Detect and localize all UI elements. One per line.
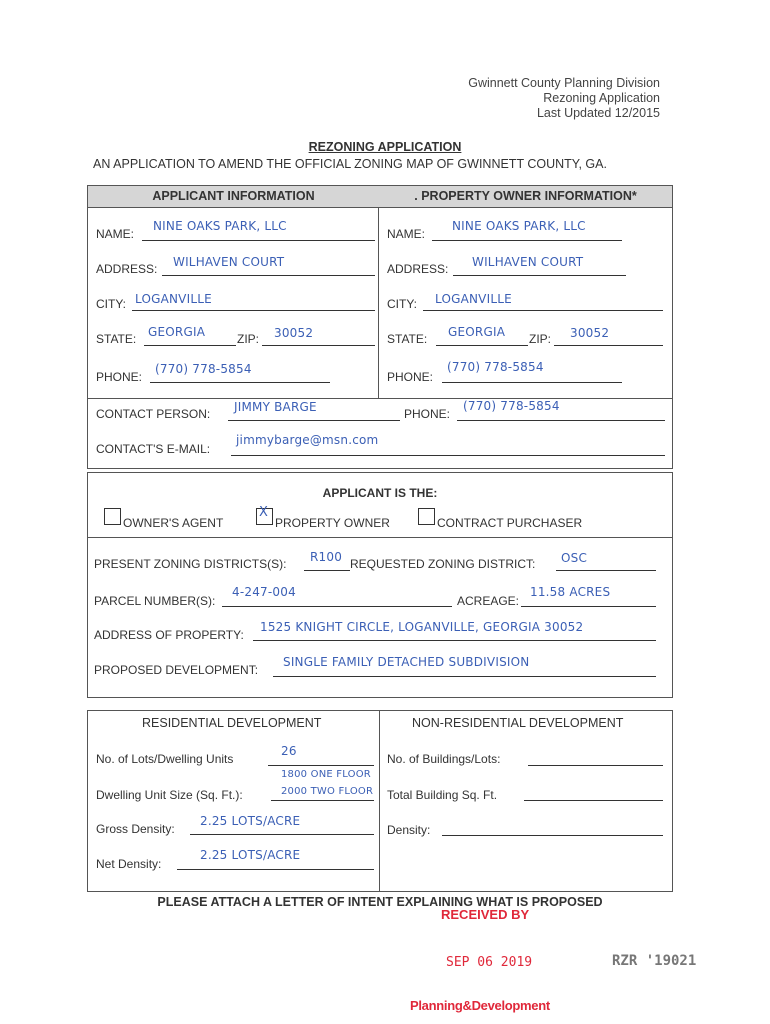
acreage-label: ACREAGE: xyxy=(457,594,520,608)
owner-name-line xyxy=(432,240,622,241)
applicant-state-value[interactable]: GEORGIA xyxy=(148,325,206,339)
applicant-zip-line xyxy=(262,345,375,346)
property-address-label: ADDRESS OF PROPERTY: xyxy=(94,628,244,642)
net-density-label: Net Density: xyxy=(96,857,162,871)
applicant-address-label: ADDRESS: xyxy=(96,262,158,276)
requested-zoning-value[interactable]: OSC xyxy=(561,551,588,565)
property-owner-label: PROPERTY OWNER xyxy=(275,516,390,530)
applicant-phone-label: PHONE: xyxy=(96,370,143,384)
building-sqft-label: Total Building Sq. Ft. xyxy=(387,788,498,802)
applicant-address-line xyxy=(162,275,375,276)
owner-address-line xyxy=(453,275,626,276)
applicant-heading: APPLICANT INFORMATION xyxy=(88,186,379,208)
applicant-zip-value[interactable]: 30052 xyxy=(274,326,314,340)
acreage-line xyxy=(521,606,656,607)
contact-person-value[interactable]: JIMMY BARGE xyxy=(234,400,317,414)
received-date: SEP 06 2019 xyxy=(446,955,533,970)
column-divider xyxy=(379,711,380,891)
present-zoning-line xyxy=(304,570,350,571)
row-divider xyxy=(88,398,672,399)
present-zoning-value[interactable]: R100 xyxy=(310,550,343,564)
property-owner-check-mark: X xyxy=(259,505,269,520)
applicant-name-value[interactable]: NINE OAKS PARK, LLC xyxy=(153,219,287,233)
applicant-is-heading: APPLICANT IS THE: xyxy=(322,486,438,500)
acreage-value[interactable]: 11.58 ACRES xyxy=(530,585,611,599)
buildings-line xyxy=(528,765,663,766)
owner-state-value[interactable]: GEORGIA xyxy=(448,325,506,339)
contact-person-line xyxy=(228,420,400,421)
letter-of-intent-note: PLEASE ATTACH A LETTER OF INTENT EXPLAINING WHAT IS PROPOSED xyxy=(157,895,603,909)
applicant-city-value[interactable]: LOGANVILLE xyxy=(135,292,212,306)
parcel-number-value[interactable]: 4-247-004 xyxy=(232,585,296,599)
planning-development-stamp: Planning&Development xyxy=(410,998,550,1013)
applicant-name-label: NAME: xyxy=(96,227,135,241)
building-sqft-line xyxy=(524,800,663,801)
contact-email-label: CONTACT'S E-MAIL: xyxy=(96,442,211,456)
unit-size-value-two-floor[interactable]: 2000 TWO FLOOR xyxy=(281,786,374,797)
owner-state-line xyxy=(436,345,528,346)
parcel-number-line xyxy=(222,606,452,607)
contact-phone-label: PHONE: xyxy=(404,407,451,421)
owner-address-label: ADDRESS: xyxy=(387,262,449,276)
proposed-development-line xyxy=(273,676,656,677)
owner-heading: . PROPERTY OWNER INFORMATION* xyxy=(379,186,672,208)
proposed-development-value[interactable]: SINGLE FAMILY DETACHED SUBDIVISION xyxy=(283,655,530,669)
gross-density-value[interactable]: 2.25 LOTS/ACRE xyxy=(200,814,301,828)
owner-state-label: STATE: xyxy=(387,332,428,346)
owner-phone-label: PHONE: xyxy=(387,370,434,384)
contact-phone-value[interactable]: (770) 778-5854 xyxy=(463,399,560,413)
received-stamp: RECEIVED BY xyxy=(441,907,530,922)
requested-zoning-line xyxy=(556,570,656,571)
applicant-name-line xyxy=(142,240,375,241)
page-subtitle: AN APPLICATION TO AMEND THE OFFICIAL ZONING MAP OF GWINNETT COUNTY, GA. xyxy=(93,157,607,171)
owner-zip-value[interactable]: 30052 xyxy=(570,326,610,340)
buildings-label: No. of Buildings/Lots: xyxy=(387,752,501,766)
lots-line xyxy=(268,765,374,766)
owner-city-label: CITY: xyxy=(387,297,418,311)
net-density-value[interactable]: 2.25 LOTS/ACRE xyxy=(200,848,301,862)
contact-phone-line xyxy=(457,420,665,421)
case-number-stamp: RZR '19021 xyxy=(612,953,697,969)
unit-size-value-one-floor[interactable]: 1800 ONE FLOOR xyxy=(281,769,371,780)
residential-heading: RESIDENTIAL DEVELOPMENT xyxy=(142,716,322,730)
applicant-state-line xyxy=(144,345,236,346)
lots-label: No. of Lots/Dwelling Units xyxy=(96,752,234,766)
applicant-zip-label: ZIP: xyxy=(237,332,260,346)
gross-density-line xyxy=(190,834,374,835)
contract-purchaser-checkbox[interactable] xyxy=(418,508,435,525)
proposed-development-label: PROPOSED DEVELOPMENT: xyxy=(94,663,259,677)
property-address-value[interactable]: 1525 KNIGHT CIRCLE, LOGANVILLE, GEORGIA 30052 xyxy=(260,620,584,634)
requested-zoning-label: REQUESTED ZONING DISTRICT: xyxy=(350,557,536,571)
column-divider xyxy=(378,186,379,398)
applicant-city-label: CITY: xyxy=(96,297,127,311)
applicant-city-line xyxy=(132,310,375,311)
lots-value[interactable]: 26 xyxy=(281,744,297,758)
applicant-address-value[interactable]: WILHAVEN COURT xyxy=(173,255,285,269)
header-form-name: Rezoning Application xyxy=(543,91,660,105)
unit-size-line xyxy=(271,800,374,801)
page-title: REZONING APPLICATION xyxy=(308,140,462,154)
density-line xyxy=(442,835,663,836)
net-density-line xyxy=(177,869,374,870)
gross-density-label: Gross Density: xyxy=(96,822,175,836)
contract-purchaser-label: CONTRACT PURCHASER xyxy=(437,516,583,530)
property-address-line xyxy=(253,640,656,641)
owner-city-line xyxy=(423,310,663,311)
nonresidential-heading: NON-RESIDENTIAL DEVELOPMENT xyxy=(412,716,624,730)
contact-person-label: CONTACT PERSON: xyxy=(96,407,211,421)
owner-address-value[interactable]: WILHAVEN COURT xyxy=(472,255,584,269)
parcel-number-label: PARCEL NUMBER(S): xyxy=(94,594,216,608)
applicant-state-label: STATE: xyxy=(96,332,137,346)
owner-zip-line xyxy=(554,345,663,346)
header-updated: Last Updated 12/2015 xyxy=(536,106,660,120)
owner-city-value[interactable]: LOGANVILLE xyxy=(435,292,512,306)
contact-email-line xyxy=(231,455,665,456)
present-zoning-label: PRESENT ZONING DISTRICTS(S): xyxy=(94,557,287,571)
owners-agent-checkbox[interactable] xyxy=(104,508,121,525)
applicant-phone-value[interactable]: (770) 778-5854 xyxy=(155,362,252,376)
owner-name-value[interactable]: NINE OAKS PARK, LLC xyxy=(452,219,586,233)
owner-zip-label: ZIP: xyxy=(529,332,552,346)
owners-agent-label: OWNER'S AGENT xyxy=(123,516,224,530)
applicant-phone-line xyxy=(150,382,330,383)
header-division: Gwinnett County Planning Division xyxy=(468,76,660,90)
unit-size-label: Dwelling Unit Size (Sq. Ft.): xyxy=(96,788,243,802)
row-divider xyxy=(88,537,672,538)
contact-email-value[interactable]: jimmybarge@msn.com xyxy=(236,433,379,447)
density-label: Density: xyxy=(387,823,431,837)
owner-phone-value[interactable]: (770) 778-5854 xyxy=(447,360,544,374)
owner-phone-line xyxy=(442,382,622,383)
owner-name-label: NAME: xyxy=(387,227,426,241)
